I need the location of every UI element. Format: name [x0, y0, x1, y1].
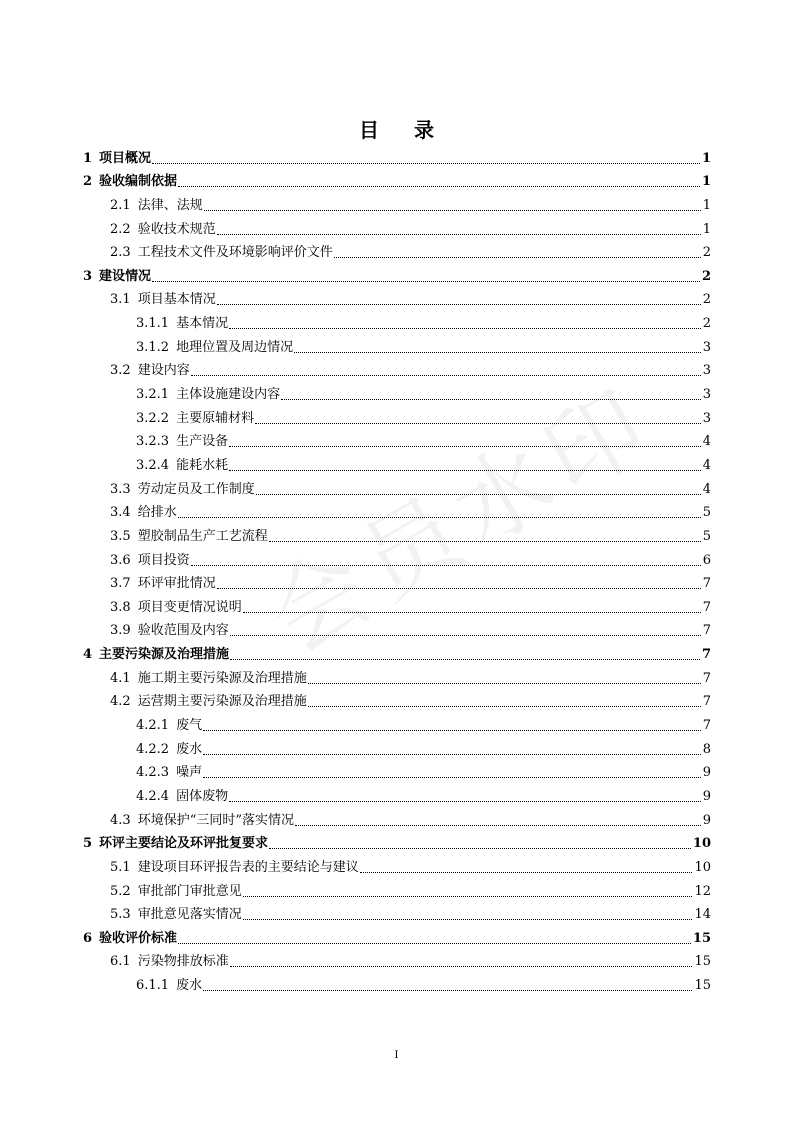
toc-entry-page: 12 — [694, 883, 711, 899]
toc-entry-title: 废气 — [176, 718, 203, 734]
toc-entry[interactable] — [83, 524, 711, 548]
toc-entry-page: 8 — [702, 741, 711, 757]
toc-entry[interactable] — [83, 690, 711, 714]
toc-entry-title: 项目基本情况 — [137, 292, 216, 308]
toc-entry-number: 3.1.1 — [136, 316, 170, 332]
toc-entry-title: 审批部门审批意见 — [137, 883, 242, 899]
toc-entry[interactable] — [83, 879, 711, 903]
toc-entry-page: 4 — [702, 434, 711, 450]
toc-entry-page: 7 — [702, 623, 711, 639]
toc-entry[interactable] — [83, 193, 711, 217]
toc-dot-leader — [243, 919, 693, 920]
toc-entry[interactable] — [83, 241, 711, 265]
toc-entry[interactable] — [83, 926, 711, 950]
toc-entry[interactable] — [83, 359, 711, 383]
toc-dot-leader — [308, 683, 701, 684]
toc-entry-page: 3 — [702, 363, 711, 379]
toc-entry-title: 固体废物 — [176, 788, 229, 804]
toc-dot-leader — [178, 517, 701, 518]
toc-entry-page: 14 — [694, 907, 711, 923]
toc-entry[interactable] — [83, 501, 711, 525]
toc-dot-leader — [269, 848, 691, 849]
toc-entry-page: 5 — [702, 528, 711, 544]
toc-entry-number: 4.1 — [110, 670, 131, 686]
toc-entry[interactable] — [83, 595, 711, 619]
toc-entry-title: 项目概况 — [99, 150, 152, 166]
toc-entry-page: 7 — [701, 647, 711, 663]
toc-dot-leader — [230, 966, 693, 967]
table-of-contents — [83, 146, 711, 997]
toc-entry-number: 4.2.3 — [136, 765, 170, 781]
toc-dot-leader — [256, 494, 701, 495]
toc-entry-number: 4.2.2 — [136, 741, 170, 757]
toc-entry[interactable] — [83, 335, 711, 359]
toc-entry-number: 3.5 — [110, 528, 131, 544]
toc-entry-page: 15 — [694, 954, 711, 970]
toc-entry-page: 2 — [702, 245, 711, 261]
toc-entry[interactable] — [83, 666, 711, 690]
toc-entry-number: 6.1 — [110, 954, 131, 970]
toc-entry-title: 废水 — [176, 978, 203, 994]
toc-entry-title: 验收编制依据 — [99, 174, 178, 190]
toc-dot-leader — [230, 659, 700, 660]
toc-entry-title: 建设情况 — [99, 268, 152, 284]
toc-entry-number: 2.2 — [110, 221, 131, 237]
toc-entry-page: 3 — [702, 339, 711, 355]
toc-entry-number: 5.2 — [110, 883, 131, 899]
toc-entry-title: 环境保护“三同时”落实情况 — [137, 812, 294, 828]
toc-entry[interactable] — [83, 548, 711, 572]
toc-entry-number: 3.8 — [110, 599, 131, 615]
toc-entry-number: 3.2.4 — [136, 457, 170, 473]
toc-entry-page: 1 — [702, 221, 711, 237]
toc-entry-number: 4 — [83, 647, 93, 663]
toc-dot-leader — [203, 990, 692, 991]
toc-entry-title: 环评审批情况 — [137, 576, 216, 592]
toc-entry-number: 4.2.1 — [136, 718, 170, 734]
toc-entry-number: 3.2.2 — [136, 410, 170, 426]
toc-entry-title: 验收范围及内容 — [137, 623, 229, 639]
toc-dot-leader — [203, 754, 701, 755]
toc-entry[interactable] — [83, 430, 711, 454]
toc-entry-page: 9 — [702, 765, 711, 781]
toc-dot-leader — [295, 825, 701, 826]
toc-entry-page: 2 — [702, 316, 711, 332]
toc-dot-leader — [217, 588, 701, 589]
toc-entry-title: 法律、法规 — [137, 197, 203, 213]
toc-entry-page: 9 — [702, 812, 711, 828]
watermark: 会员水印 — [250, 365, 674, 675]
toc-entry[interactable] — [83, 642, 711, 666]
toc-dot-leader — [191, 375, 701, 376]
toc-dot-leader — [281, 399, 701, 400]
toc-entry-number: 2 — [83, 174, 93, 190]
toc-entry[interactable] — [83, 832, 711, 856]
toc-title: 目 录 — [359, 118, 448, 142]
toc-entry[interactable] — [83, 311, 711, 335]
toc-entry-number: 5.1 — [110, 859, 131, 875]
toc-dot-leader — [308, 706, 701, 707]
toc-entry-page: 4 — [702, 481, 711, 497]
toc-entry[interactable] — [83, 264, 711, 288]
toc-entry[interactable] — [83, 477, 711, 501]
toc-entry-page: 10 — [692, 836, 711, 852]
toc-entry-title: 主体设施建设内容 — [176, 387, 281, 403]
toc-entry-number: 2.1 — [110, 197, 131, 213]
toc-entry-page: 3 — [702, 410, 711, 426]
toc-entry-number: 4.2 — [110, 694, 131, 710]
toc-dot-leader — [203, 777, 701, 778]
toc-entry[interactable] — [83, 973, 711, 997]
toc-entry-page: 6 — [702, 552, 711, 568]
toc-entry-page: 1 — [702, 197, 711, 213]
toc-dot-leader — [243, 896, 693, 897]
toc-entry-number: 1 — [83, 150, 93, 166]
toc-dot-leader — [230, 635, 701, 636]
toc-dot-leader — [217, 304, 701, 305]
toc-entry-page: 1 — [701, 174, 711, 190]
toc-entry[interactable] — [83, 950, 711, 974]
toc-entry-title: 建设内容 — [137, 363, 190, 379]
toc-entry-number: 5.3 — [110, 907, 131, 923]
toc-entry[interactable] — [83, 406, 711, 430]
toc-dot-leader — [360, 872, 693, 873]
toc-dot-leader — [269, 541, 701, 542]
toc-entry-title: 塑胶制品生产工艺流程 — [137, 528, 268, 544]
toc-entry-title: 废水 — [176, 741, 203, 757]
toc-entry-title: 项目变更情况说明 — [137, 599, 242, 615]
toc-entry-page: 4 — [702, 457, 711, 473]
toc-dot-leader — [334, 257, 701, 258]
toc-entry[interactable] — [83, 855, 711, 879]
toc-entry-title: 地理位置及周边情况 — [176, 339, 294, 355]
toc-entry-page: 1 — [701, 150, 711, 166]
toc-entry-page: 3 — [702, 387, 711, 403]
toc-entry-title: 验收技术规范 — [137, 221, 216, 237]
toc-entry[interactable] — [83, 737, 711, 761]
toc-dot-leader — [243, 612, 701, 613]
toc-entry-page: 15 — [694, 978, 711, 994]
toc-entry-page: 9 — [702, 788, 711, 804]
toc-entry[interactable] — [83, 572, 711, 596]
toc-entry-page: 2 — [702, 292, 711, 308]
toc-entry[interactable] — [83, 903, 711, 927]
toc-entry-title: 工程技术文件及环境影响评价文件 — [137, 245, 333, 261]
toc-entry[interactable] — [83, 619, 711, 643]
toc-entry-number: 6 — [83, 930, 93, 946]
toc-dot-leader — [152, 281, 700, 282]
toc-entry[interactable] — [83, 713, 711, 737]
toc-entry-title: 建设项目环评报告表的主要结论与建议 — [137, 859, 359, 875]
toc-entry-number: 6.1.1 — [136, 978, 170, 994]
toc-entry-number: 3 — [83, 268, 93, 284]
toc-entry-title: 生产设备 — [176, 434, 229, 450]
toc-entry-number: 3.2 — [110, 363, 131, 379]
toc-entry-number: 4.3 — [110, 812, 131, 828]
toc-entry-title: 审批意见落实情况 — [137, 907, 242, 923]
toc-entry[interactable] — [83, 288, 711, 312]
toc-dot-leader — [203, 730, 701, 731]
toc-entry[interactable] — [83, 808, 711, 832]
toc-entry-number: 4.2.4 — [136, 788, 170, 804]
toc-entry-title: 运营期主要污染源及治理措施 — [137, 694, 307, 710]
toc-entry-number: 3.7 — [110, 576, 131, 592]
toc-entry[interactable] — [83, 146, 711, 170]
toc-entry-number: 3.3 — [110, 481, 131, 497]
toc-entry-number: 3.2.1 — [136, 387, 170, 403]
toc-dot-leader — [178, 186, 700, 187]
toc-entry-number: 3.4 — [110, 505, 131, 521]
toc-entry-title: 验收评价标准 — [99, 930, 178, 946]
toc-entry[interactable] — [83, 453, 711, 477]
toc-entry-number: 3.6 — [110, 552, 131, 568]
toc-entry-page: 15 — [692, 930, 711, 946]
toc-entry-page: 7 — [702, 670, 711, 686]
toc-entry[interactable] — [83, 170, 711, 194]
toc-entry-title: 给排水 — [137, 505, 177, 521]
toc-dot-leader — [229, 801, 701, 802]
toc-entry[interactable] — [83, 217, 711, 241]
toc-entry-page: 7 — [702, 599, 711, 615]
toc-entry-number: 2.3 — [110, 245, 131, 261]
toc-dot-leader — [294, 352, 701, 353]
toc-entry-title: 主要污染源及治理措施 — [99, 647, 230, 663]
toc-dot-leader — [229, 470, 701, 471]
toc-entry-page: 7 — [702, 694, 711, 710]
toc-entry-number: 3.2.3 — [136, 434, 170, 450]
toc-entry-title: 能耗水耗 — [176, 457, 229, 473]
toc-dot-leader — [178, 943, 691, 944]
toc-entry-page: 7 — [702, 576, 711, 592]
toc-entry-title: 劳动定员及工作制度 — [137, 481, 255, 497]
toc-entry[interactable] — [83, 382, 711, 406]
toc-dot-leader — [255, 423, 701, 424]
toc-dot-leader — [152, 163, 700, 164]
toc-dot-leader — [204, 210, 701, 211]
toc-entry-number: 3.1 — [110, 292, 131, 308]
toc-entry-page: 5 — [702, 505, 711, 521]
toc-entry-number: 3.9 — [110, 623, 131, 639]
toc-entry-page: 7 — [702, 718, 711, 734]
toc-entry-title: 环评主要结论及环评批复要求 — [99, 836, 269, 852]
toc-entry-page: 2 — [701, 268, 711, 284]
toc-entry-title: 污染物排放标准 — [137, 954, 229, 970]
toc-entry-page: 10 — [694, 859, 711, 875]
toc-entry[interactable] — [83, 784, 711, 808]
toc-dot-leader — [191, 565, 701, 566]
toc-dot-leader — [217, 234, 701, 235]
toc-entry-number: 3.1.2 — [136, 339, 170, 355]
toc-entry-title: 施工期主要污染源及治理措施 — [137, 670, 307, 686]
toc-dot-leader — [229, 328, 701, 329]
toc-entry-number: 5 — [83, 836, 93, 852]
toc-entry-title: 项目投资 — [137, 552, 190, 568]
toc-entry[interactable] — [83, 761, 711, 785]
toc-entry-title: 主要原辅材料 — [176, 410, 255, 426]
toc-entry-title: 噪声 — [176, 765, 203, 781]
toc-dot-leader — [229, 446, 701, 447]
toc-entry-title: 基本情况 — [176, 316, 229, 332]
page-number: I — [394, 1050, 399, 1061]
